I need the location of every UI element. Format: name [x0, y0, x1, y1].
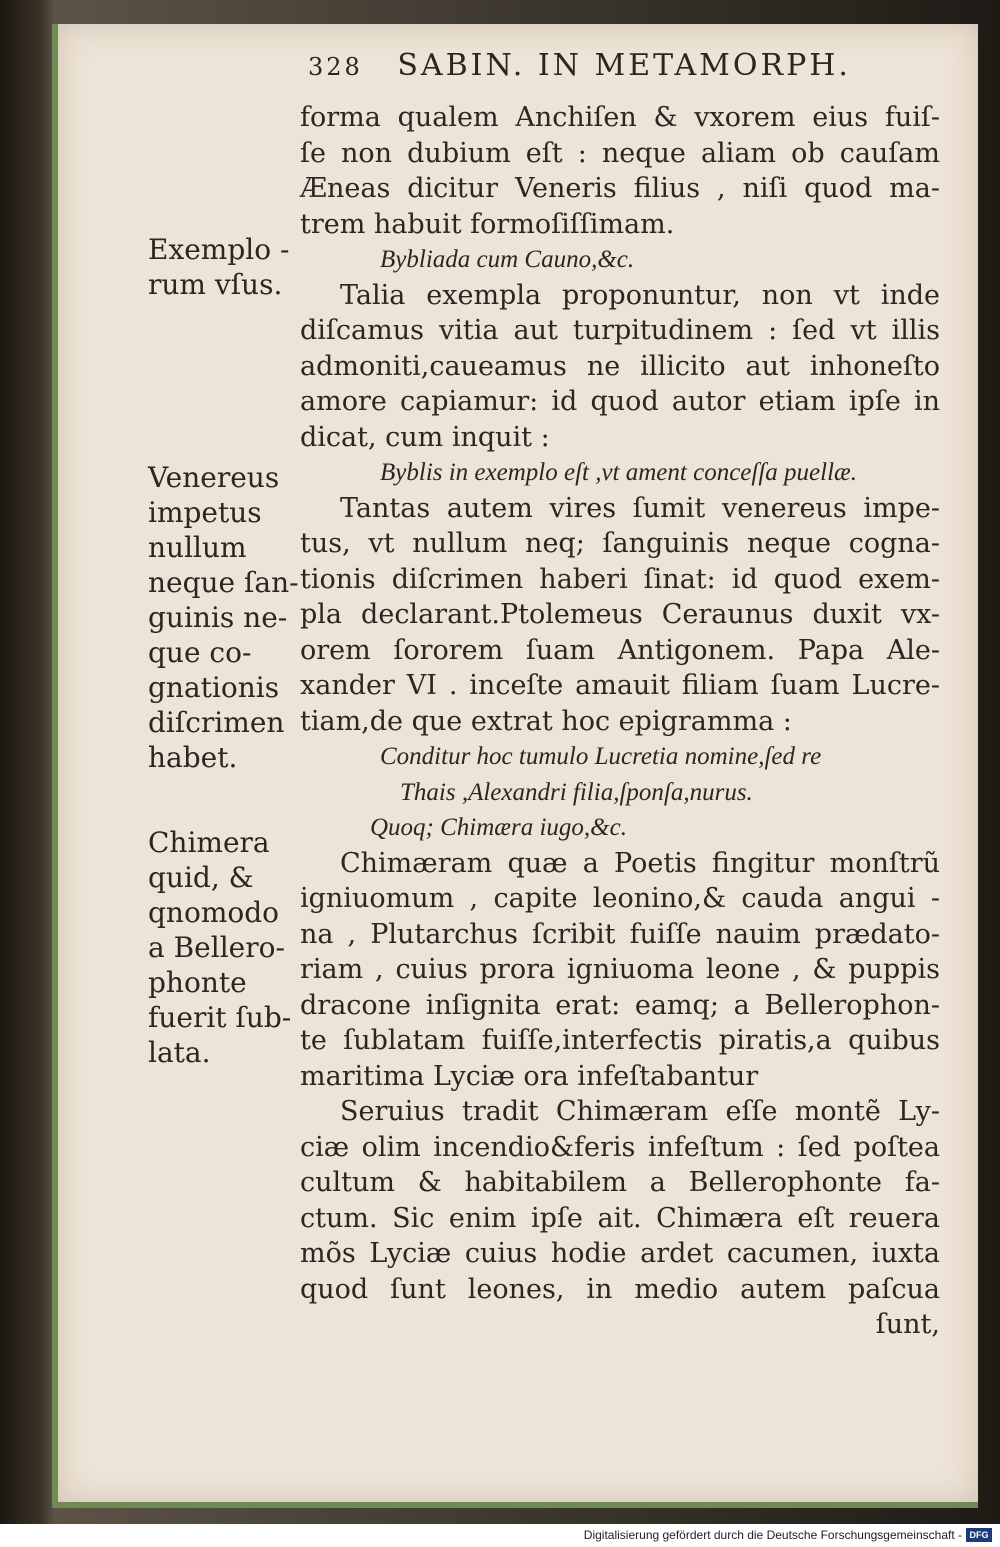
marginal-line: lata. — [148, 1036, 211, 1069]
page-number: 328 — [308, 53, 363, 81]
text-line: trem habuit formoſiſſimam. — [300, 208, 675, 240]
digitization-footer — [0, 1524, 1000, 1547]
paragraph-3 — [300, 491, 940, 740]
text-line: tus, vt nullum neq; ſanguinis neque cogna- — [300, 528, 940, 559]
text-line: ſe non dubium eſt : neque aliam ob cauſam — [300, 137, 940, 169]
marginal-note-1 — [148, 232, 303, 302]
catchword: ſunt, — [875, 1309, 940, 1340]
text-line: Seruius tradit Chimæram eſſe montẽ Ly- — [340, 1096, 940, 1127]
text-line: admoniti,caueamus ne illicito aut inhoneſto — [300, 350, 940, 382]
epigram-line-1: Conditur hoc tumulo Lucretia nomine,ſed re — [380, 743, 822, 770]
marginal-note-3 — [148, 825, 303, 1070]
marginal-line: neque ſan- — [148, 566, 299, 599]
text-line: diſcamus vitia aut turpitudinem : ſed vt illis — [300, 315, 940, 346]
marginal-line: Chimera — [148, 826, 270, 859]
marginal-note-2 — [148, 460, 303, 775]
marginal-line: gnationis — [148, 671, 280, 704]
text-line: Tantas autem vires ſumit venereus impe- — [340, 492, 940, 524]
verse-quotation: Byblis in exemplo eſt ,vt ament conceſſa puellæ. — [380, 459, 857, 486]
text-line: dracone inſignita erat: eamq; a Bellerophon- — [300, 989, 940, 1021]
paragraph-4 — [300, 846, 940, 1095]
text-line: cultum & habitabilem a Bellerophonte fa- — [300, 1167, 940, 1198]
text-line: xander VI . inceſte amauit filiam ſuam Lucre- — [300, 670, 940, 701]
marginal-line: que co- — [148, 636, 252, 669]
text-line: tiam,de que extrat hoc epigramma : — [300, 705, 792, 737]
main-text — [300, 100, 940, 1343]
marginal-line: guinis ne- — [148, 601, 288, 634]
paragraph-1 — [300, 100, 940, 242]
marginal-line: Exemplo - — [148, 233, 290, 266]
funding-credit: Digitalisierung gefördert durch die Deutsche Forschungsgemeinschaft - — [583, 1528, 962, 1542]
text-line: tionis diſcrimen haberi ſinat: id quod exem- — [300, 563, 940, 595]
text-line: riam , cuius prora igniuoma leone , & puppis — [300, 954, 940, 985]
marginal-line: diſcrimen — [148, 706, 285, 739]
marginal-line: a Bellero- — [148, 931, 285, 964]
marginal-line: phonte — [148, 966, 247, 999]
text-line: mõs Lyciæ cuius hodie ardet cacumen, iuxta — [300, 1238, 940, 1269]
running-header — [308, 48, 918, 83]
marginal-line: habet. — [148, 741, 238, 774]
text-line: pla declarant.Ptolemeus Ceraunus duxit vx- — [300, 599, 940, 630]
marginal-line: quid, & — [148, 861, 254, 894]
text-line: forma qualem Anchiſen & vxorem eius fuiſ- — [300, 102, 940, 133]
running-title: SABIN. IN METAMORPH. — [397, 48, 851, 83]
marginal-line: qnomodo — [148, 896, 280, 929]
epigram-line-2: Thais ,Alexandri filia,ſponſa,nurus. — [400, 778, 753, 806]
paragraph-2 — [300, 278, 940, 456]
paragraph-5 — [300, 1094, 940, 1343]
text-line: dicat, cum inquit : — [300, 421, 550, 453]
lemma-chimaera: Quoq; Chimæra iugo,&c. — [370, 814, 627, 841]
text-line: te ſublatam fuiſſe,interfectis piratis,a quibus — [300, 1025, 940, 1056]
dfg-logo[interactable]: DFG — [966, 1528, 992, 1542]
text-line: na , Plutarchus ſcribit fuiſſe nauim prædato- — [300, 918, 940, 950]
text-line: quod ſunt leones, in medio autem paſcua — [300, 1273, 940, 1305]
marginal-line: impetus — [148, 496, 262, 529]
marginal-line: nullum — [148, 531, 247, 564]
marginal-line: Venereus — [148, 461, 280, 494]
lemma-byblis: Bybliada cum Cauno,&c. — [380, 246, 635, 273]
marginal-line: fuerit ſub- — [148, 1001, 292, 1034]
text-line: igniuomum , capite leonino,& cauda angui - — [300, 883, 940, 914]
text-line: maritima Lyciæ ora infeſtabantur — [300, 1060, 759, 1092]
text-line: ciæ olim incendio&feris infeſtum : ſed poſtea — [300, 1131, 940, 1163]
text-line: Talia exempla proponuntur, non vt inde — [340, 279, 940, 311]
text-line: amore capiamur: id quod autor etiam ipſe in — [300, 386, 940, 417]
text-line: Æneas dicitur Veneris filius , niſi quod ma- — [300, 173, 940, 204]
text-line: ctum. Sic enim ipſe ait. Chimæra eſt reuera — [300, 1202, 940, 1234]
marginal-line: rum vſus. — [148, 268, 283, 301]
text-line: orem ſororem ſuam Antigonem. Papa Ale- — [300, 634, 940, 666]
text-line: Chimæram quæ a Poetis fingitur monſtrũ — [340, 847, 940, 879]
